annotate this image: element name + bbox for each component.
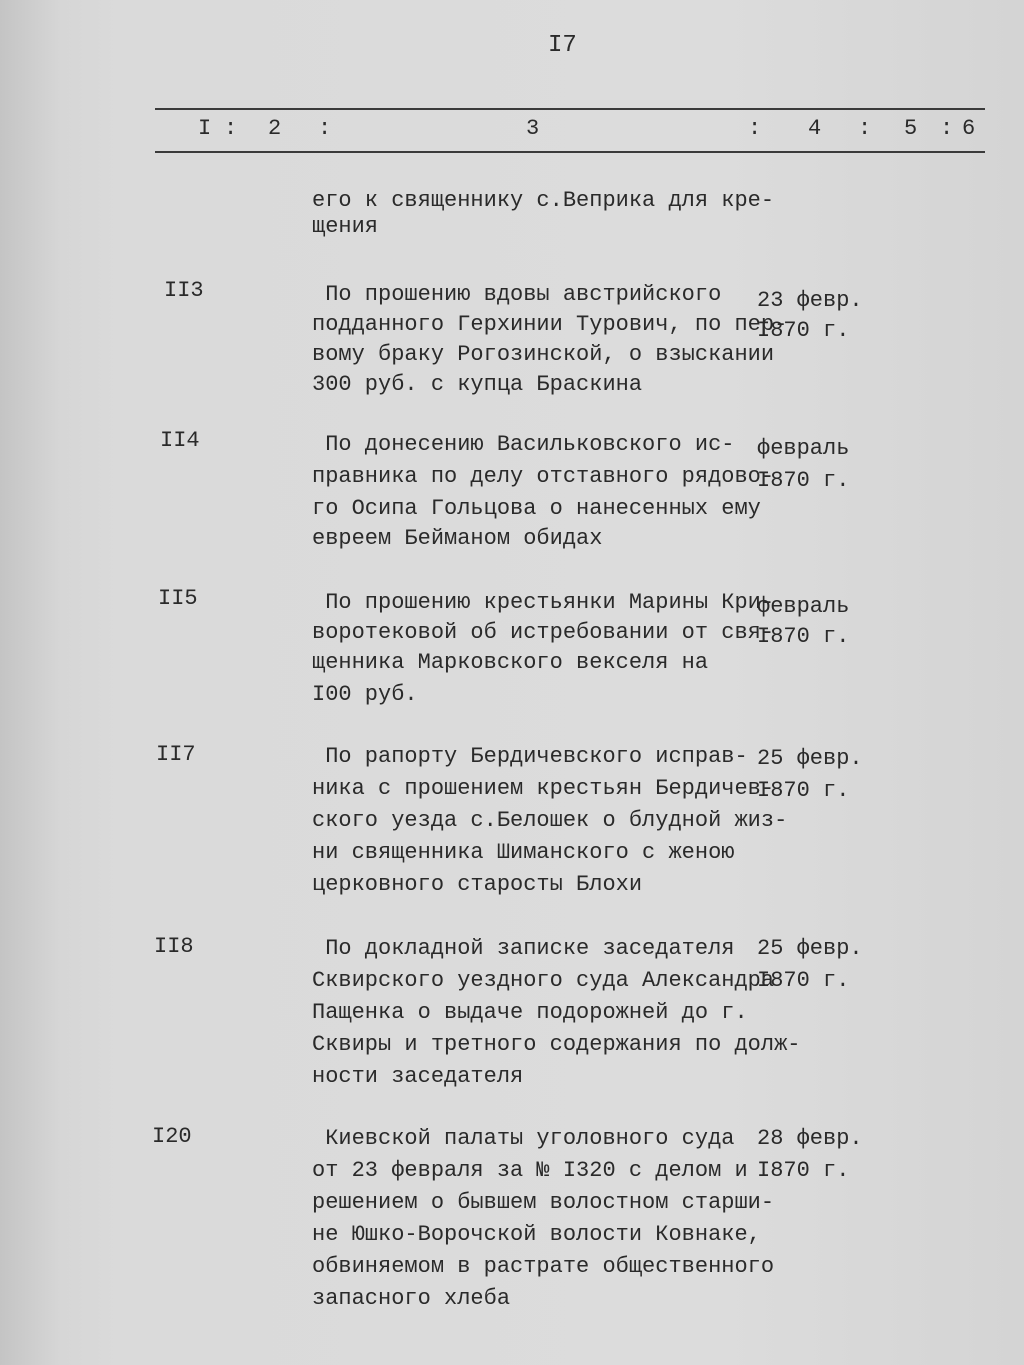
entry-date-line: I870 г. [757, 778, 850, 803]
entry-text-line: ни священника Шиманского с женою [312, 840, 735, 865]
entry-text-line: щения [312, 214, 379, 239]
entry-text-line: не Юшко-Ворочской волости Ковнаке, [312, 1222, 761, 1247]
entry-text-line: Сквирского уездного суда Александра [312, 968, 775, 993]
column-header-6: 6 [962, 116, 976, 141]
entry-number: II8 [154, 934, 194, 959]
entry-text-line: вому браку Рогозинской, о взыскании [312, 342, 775, 367]
entry-date-line: 28 февр. [757, 1126, 863, 1151]
table-header-top-rule [155, 108, 985, 110]
entry-text-line: 300 руб. с купца Браскина [312, 372, 643, 397]
entry-text-line: По докладной записке заседателя [312, 936, 735, 961]
entry-text-line: ности заседателя [312, 1064, 524, 1089]
page-number: I7 [548, 32, 577, 59]
column-header-5: 5 [904, 116, 918, 141]
entry-text-line: решением о бывшем волостном старши- [312, 1190, 775, 1215]
entry-date-line: 23 февр. [757, 288, 863, 313]
entry-text-line: По прошению вдовы австрийского [312, 282, 722, 307]
entry-text-line: Сквиры и третного содержания по долж- [312, 1032, 801, 1057]
entry-text-line: ского уезда с.Белошек о блудной жиз- [312, 808, 788, 833]
table-header-bottom-rule [155, 151, 985, 153]
entry-date-line: I870 г. [757, 968, 850, 993]
entry-text-line: от 23 февраля за № I320 с делом и [312, 1158, 748, 1183]
entry-date-line: I870 г. [757, 1158, 850, 1183]
column-header-separator: : [224, 116, 238, 141]
entry-text-line: щенника Марковского векселя на [312, 650, 709, 675]
entry-text-line: I00 руб. [312, 682, 418, 707]
entry-text-line: По донесению Васильковского ис- [312, 432, 735, 457]
entry-text-line: Пащенка о выдаче подорожней до г. [312, 1000, 748, 1025]
entry-number: II4 [160, 428, 200, 453]
entry-number: II7 [156, 742, 196, 767]
entry-text-line: обвиняемом в растрате общественного [312, 1254, 775, 1279]
column-header-3: 3 [526, 116, 540, 141]
entry-text-line: евреем Бейманом обидах [312, 526, 603, 551]
column-header-separator: : [940, 116, 954, 141]
entry-date-line: февраль [757, 436, 850, 461]
column-header-4: 4 [808, 116, 822, 141]
entry-date-line: 25 февр. [757, 746, 863, 771]
column-header-separator: : [318, 116, 332, 141]
entry-text-line: запасного хлеба [312, 1286, 511, 1311]
entry-text-line: подданного Герхинии Турович, по пер- [312, 312, 788, 337]
entry-number: II5 [158, 586, 198, 611]
entry-text-line: правника по делу отставного рядово- [312, 464, 775, 489]
entry-text-line: го Осипа Гольцова о нанесенных ему [312, 496, 761, 521]
entry-text-line: воротековой об истребовании от свя- [312, 620, 775, 645]
column-header-separator: : [858, 116, 872, 141]
column-header-2: 2 [268, 116, 282, 141]
entry-number: II3 [164, 278, 204, 303]
entry-text-line: По прошению крестьянки Марины Кри- [312, 590, 775, 615]
entry-date-line: февраль [757, 594, 850, 619]
entry-text-line: По рапорту Бердичевского исправ- [312, 744, 748, 769]
entry-text-line: ника с прошением крестьян Бердичев- [312, 776, 775, 801]
entry-date-line: I870 г. [757, 624, 850, 649]
column-header-separator: : [748, 116, 762, 141]
entry-date-line: I870 г. [757, 318, 850, 343]
entry-number: I20 [152, 1124, 192, 1149]
entry-date-line: 25 февр. [757, 936, 863, 961]
entry-text-line: Киевской палаты уголовного суда [312, 1126, 735, 1151]
entry-text-line: его к священнику с.Веприка для кре- [312, 188, 775, 213]
entry-date-line: I870 г. [757, 468, 850, 493]
column-header-1: I [198, 116, 212, 141]
entry-text-line: церковного старосты Блохи [312, 872, 643, 897]
